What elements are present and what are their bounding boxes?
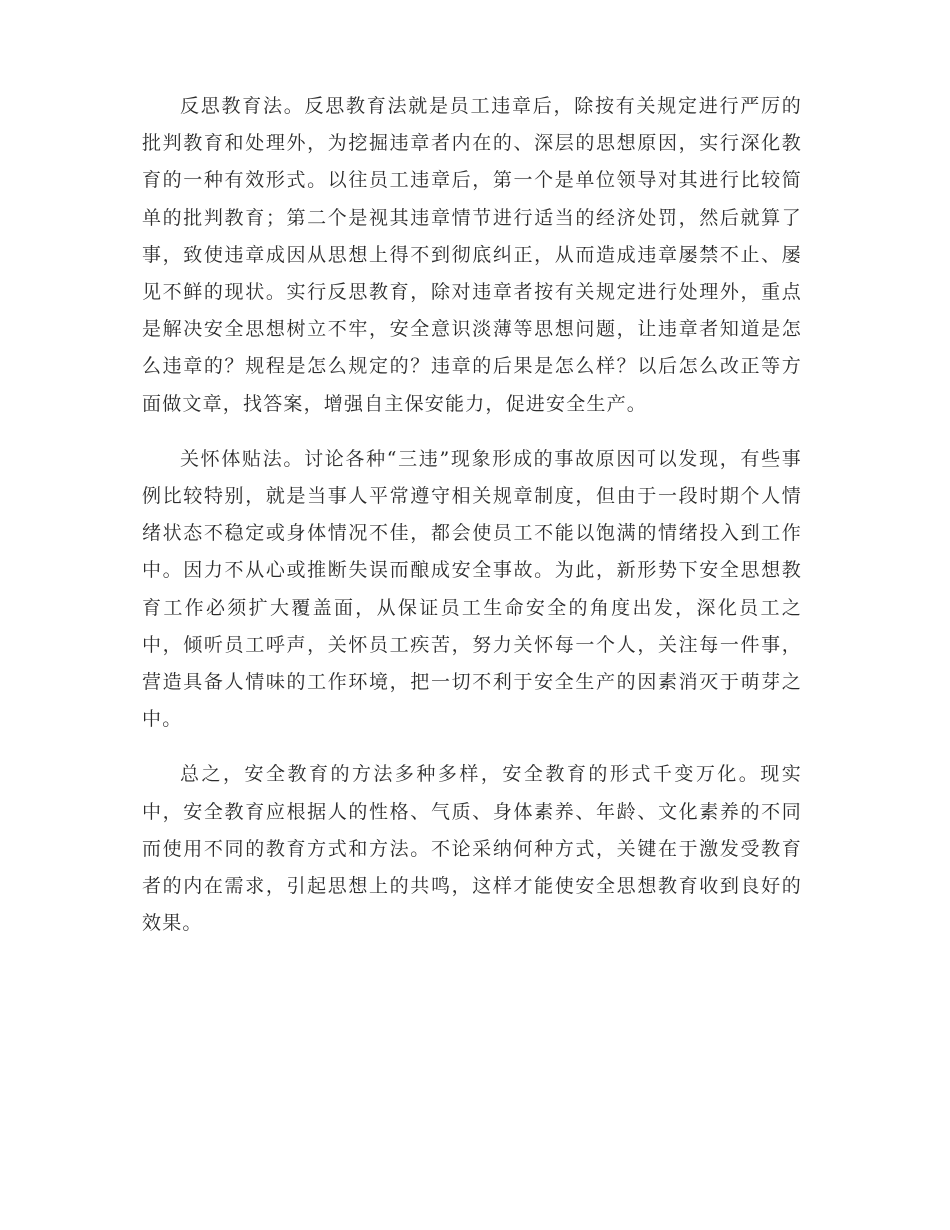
document-body [142, 88, 802, 960]
paragraph-reflection-method: 反思教育法。反思教育法就是员工违章后，除按有关规定进行严厉的批判教育和处理外，为挖掘违章者内在的、深层的思想原因，实行深化教育的一种有效形式。以往员工违章后，第一个是单位领导对其进行比较简单的批判教育；第二个是视其违章情节进行适当的经济处罚，然后就算了事，致使违章成因从思想上得不到彻底纠正，从而造成违章屡禁不止、屡见不鲜的现状。实行反思教育，除对违章者按有关规定进行处理外，重点是解决安全思想树立不牢，安全意识淡薄等思想问题，让违章者知道是怎么违章的？规程是怎么规定的？违章的后果是怎么样？以后怎么改正等方面做文章，找答案，增强自主保安能力，促进安全生产。 [142, 95, 802, 415]
paragraph-conclusion: 总之，安全教育的方法多种多样，安全教育的形式千变万化。现实中，安全教育应根据人的性格、气质、身体素养、年龄、文化素养的不同而使用不同的教育方式和方法。不论采纳何种方式，关键在于激发受教育者的内在需求，引起思想上的共鸣，这样才能使安全思想教育收到良好的效果。 [142, 763, 802, 935]
paragraph-care-method: 关怀体贴法。讨论各种“三违”现象形成的事故原因可以发现，有些事例比较特别，就是当事人平常遵守相关规章制度，但由于一段时期个人情绪状态不稳定或身体情况不佳，都会使员工不能以饱满的情绪投入到工作中。因力不从心或推断失误而酿成安全事故。为此，新形势下安全思想教育工作必须扩大覆盖面，从保证员工生命安全的角度出发，深化员工之中，倾听员工呼声，关怀员工疾苦，努力关怀每一个人，关注每一件事，营造具备人情味的工作环境，把一切不利于安全生产的因素消灭于萌芽之中。 [142, 447, 802, 731]
